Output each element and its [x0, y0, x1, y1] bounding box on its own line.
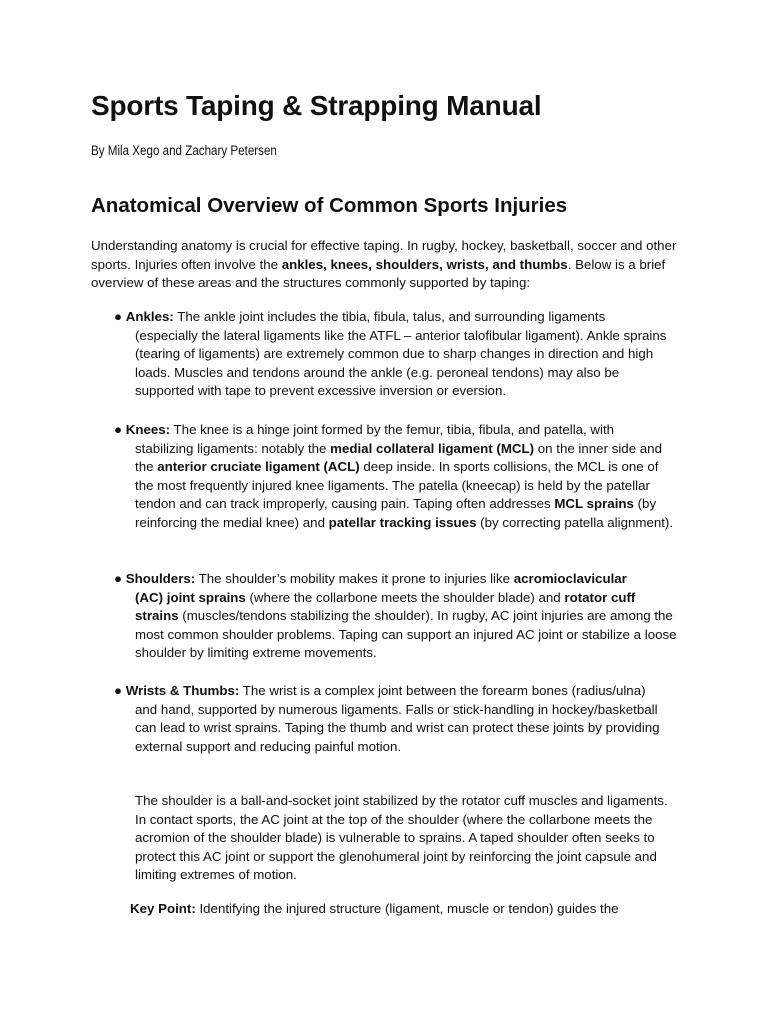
- bullet-text: The wrist is a complex joint between the forearm bones (radius/ulna): [239, 683, 646, 698]
- bullet-dot-icon: ●: [114, 422, 123, 437]
- shoulder-paragraph: The shoulder is a ball-and-socket joint stabilized by the rotator cuff muscles and ligaments. In contact sports, the AC joint at the top of the shoulder (where the collarbone meets the acromion of the shoulder blade) is vulnerable to sprains. A taped shoulder often seeks to protect this AC joint or support the glenohumeral joint by reinforcing the joint capsule and limiting extremes of motion.: [135, 793, 668, 883]
- bullet-text: (by reinforcing the medial knee) and: [135, 496, 657, 530]
- key-point-label: Key Point:: [130, 901, 196, 916]
- bullet-label: Knees:: [125, 422, 171, 437]
- bullet-text: deep inside. In sports collisions, the MCL is one of the most frequently injured knee ligaments. The patella (kneecap) is held by the patellar tendon and can track improperly, causing pain. Taping often addresses: [135, 459, 659, 512]
- bullet-text: and hand, supported by numerous ligaments. Falls or stick-handling in hockey/basketball can lead to wrist sprains. Taping the thumb and wrist can protect these joints by providing external support and reducing painful motion.: [135, 701, 660, 754]
- bullet-text: (muscles/tendons stabilizing the shoulder). In rugby, AC joint injuries are among the most common shoulder problems. Taping can support an injured AC joint or stabilize a loose shoulder by limiting extreme movements.: [135, 608, 677, 661]
- bullet-label: Ankles:: [125, 309, 174, 324]
- bullet-text: The knee is a hinge joint formed by the femur, tibia, fibula, and patella, with: [170, 422, 615, 437]
- bullet-text: (where the collarbone meets the shoulder blade) and: [245, 589, 565, 605]
- bold-term: (AC) joint sprains: [135, 589, 246, 605]
- bullet-text: The shoulder’s mobility makes it prone to injuries like: [195, 571, 514, 586]
- bullet-text: stabilizing ligaments: notably the: [135, 440, 331, 456]
- intro-bold-text: ankles, knees, shoulders, wrists, and thumbs: [281, 256, 568, 272]
- bullet-ankles: [114, 308, 680, 401]
- intro-text-end: . Below is a brief overview of these areas and the structures commonly supported by taping:: [91, 256, 666, 291]
- bullet-wrists-thumbs: [114, 682, 680, 756]
- bold-term: rotator cuff strains: [135, 589, 636, 624]
- intro-text: Understanding anatomy is crucial for effective taping. In rugby, hockey, basketball, soccer and other sports. Injuries often involve the: [91, 238, 677, 272]
- bullet-shoulders: [114, 570, 680, 663]
- bullet-dot-icon: ●: [114, 309, 123, 324]
- bold-term: anterior cruciate ligament (ACL): [157, 459, 360, 475]
- bullet-text: The ankle joint includes the tibia, fibula, talus, and surrounding ligaments: [173, 309, 606, 324]
- bullet-dot-icon: ●: [114, 571, 123, 586]
- bullet-dot-icon: ●: [114, 683, 123, 698]
- bold-term: acromioclavicular: [513, 571, 627, 586]
- bold-term: MCL sprains: [554, 496, 634, 512]
- bullet-label: Wrists & Thumbs:: [125, 683, 240, 698]
- bullet-label: Shoulders:: [125, 571, 196, 586]
- author-line: By Mila Xego and Zachary Petersen: [91, 143, 277, 158]
- section-heading: Anatomical Overview of Common Sports Injuries: [91, 194, 568, 217]
- intro-paragraph: [91, 237, 681, 293]
- key-point: [130, 900, 690, 919]
- bullet-text: (especially the lateral ligaments like the ATFL – anterior talofibular ligament). Ankle sprains (tearing of ligaments) are extremely common due to sharp changes in direction and high loads. Muscles and tendons around the ankle (e.g. peroneal tendons) may also be supported with tape to prevent excessive inversion or eversion.: [135, 327, 667, 399]
- document-title: Sports Taping & Strapping Manual: [91, 90, 542, 121]
- bullet-text: (by correcting patella alignment).: [476, 514, 674, 530]
- bullet-body: [114, 440, 680, 533]
- bullet-body: [114, 589, 680, 663]
- bold-term: patellar tracking issues: [328, 514, 477, 530]
- key-point-text: Identifying the injured structure (ligament, muscle or tendon) guides the: [195, 901, 619, 916]
- bold-term: medial collateral ligament (MCL): [330, 440, 535, 456]
- bullet-text: on the inner side and the: [135, 440, 662, 475]
- bullet-knees: [114, 421, 680, 533]
